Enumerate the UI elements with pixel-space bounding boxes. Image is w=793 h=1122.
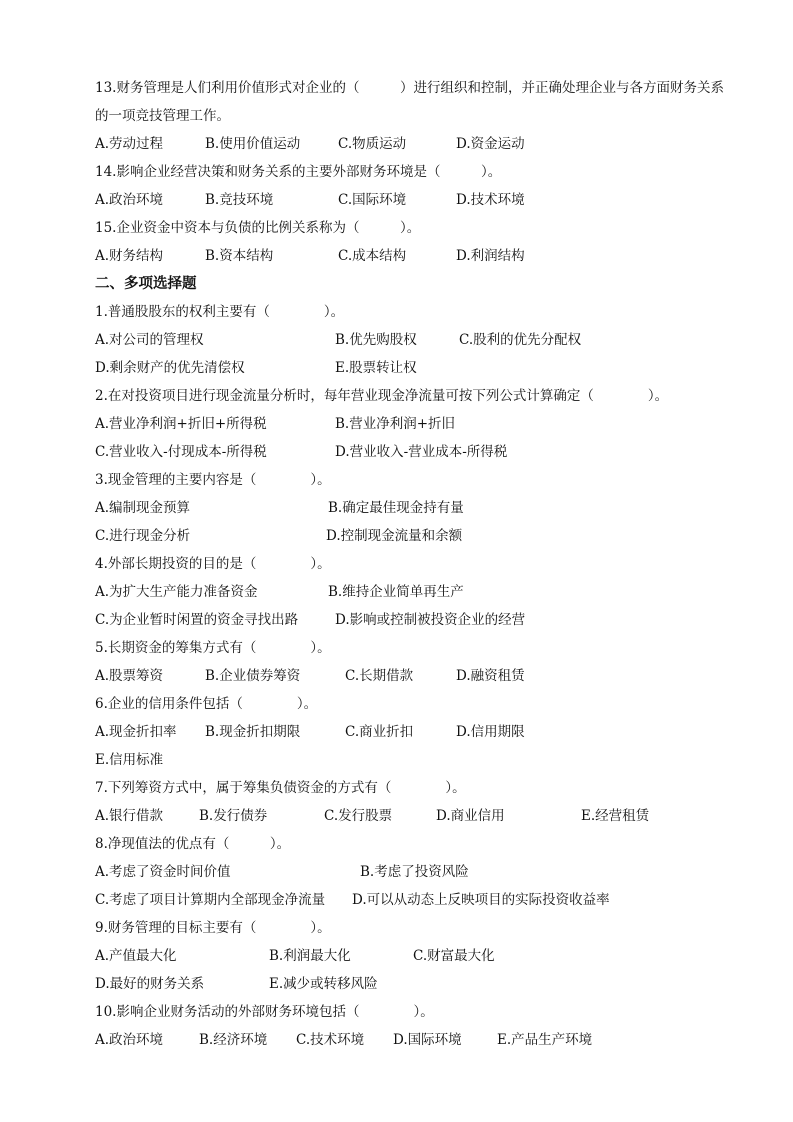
question-13-stem-line-2: 的一项竞技管理工作。	[95, 108, 230, 124]
option-a: A.股票筹资	[95, 668, 164, 684]
option-c: C.股利的优先分配权	[459, 332, 582, 348]
option-d: D.营业收入-营业成本-所得税	[335, 444, 508, 460]
option-a: A.银行借款	[95, 808, 164, 824]
multi-question-8-stem: 8.净现值法的优点有（ ）。	[95, 836, 291, 852]
option-c: C.营业收入-付现成本-所得税	[95, 444, 267, 460]
multi-question-1-options-row-2	[95, 354, 745, 382]
multi-question-10-stem: 10.影响企业财务活动的外部财务环境包括（ ）。	[95, 1004, 434, 1020]
option-b: B.经济环境	[199, 1032, 268, 1048]
document-page	[95, 74, 745, 1054]
multi-question-10-options	[95, 1026, 745, 1054]
multi-question-9-stem: 9.财务管理的目标主要有（ ）。	[95, 920, 331, 936]
option-c: C.财富最大化	[413, 948, 495, 964]
option-b: B.现金折扣期限	[205, 724, 301, 740]
multi-question-2-options-row-1	[95, 410, 745, 438]
option-a: A.政治环境	[95, 192, 164, 208]
option-c: C.国际环境	[338, 192, 407, 208]
option-a: A.对公司的管理权	[95, 332, 204, 348]
multi-question-3-options-row-2	[95, 522, 745, 550]
option-b: B.确定最佳现金持有量	[328, 500, 464, 516]
option-a: A.产值最大化	[95, 948, 177, 964]
option-c: C.为企业暂时闲置的资金寻找出路	[95, 612, 299, 628]
option-d: D.融资租赁	[456, 668, 525, 684]
option-d: D.最好的财务关系	[95, 976, 205, 992]
multi-question-4-options-row-1	[95, 578, 745, 606]
multi-question-8-options-row-1	[95, 858, 745, 886]
option-c: C.发行股票	[324, 808, 393, 824]
multi-question-6-options-row-2	[95, 746, 745, 774]
multi-question-5-stem: 5.长期资金的筹集方式有（ ）。	[95, 640, 331, 656]
option-d: D.资金运动	[456, 136, 525, 152]
multi-question-5-options	[95, 662, 745, 690]
multi-question-4-stem: 4.外部长期投资的目的是（ ）。	[95, 556, 331, 572]
multi-question-7-stem: 7.下列筹资方式中，属于筹集负债资金的方式有（ ）。	[95, 780, 466, 796]
option-b: B.资本结构	[205, 248, 274, 264]
question-15-options	[95, 242, 745, 270]
option-a: A.现金折扣率	[95, 724, 177, 740]
option-d: D.可以从动态上反映项目的实际投资收益率	[352, 892, 610, 908]
multi-question-6-options-row-1	[95, 718, 745, 746]
option-c: C.商业折扣	[345, 724, 414, 740]
option-b: B.发行债券	[199, 808, 268, 824]
option-e: E.经营租赁	[581, 808, 650, 824]
question-14-options	[95, 186, 745, 214]
option-b: B.营业净利润+折旧	[335, 416, 456, 432]
option-a: A.劳动过程	[95, 136, 164, 152]
option-a: A.为扩大生产能力准备资金	[95, 584, 258, 600]
question-13-options	[95, 130, 745, 158]
option-b: B.优先购股权	[335, 332, 417, 348]
option-a: A.编制现金预算	[95, 500, 191, 516]
option-b: B.竞技环境	[205, 192, 274, 208]
option-e: E.股票转让权	[335, 360, 417, 376]
option-d: D.剩余财产的优先清偿权	[95, 360, 245, 376]
option-d: D.影响或控制被投资企业的经营	[335, 612, 526, 628]
option-d: D.技术环境	[456, 192, 525, 208]
multi-question-1-options-row-1	[95, 326, 745, 354]
option-c: C.成本结构	[338, 248, 407, 264]
question-13-stem-line-1: 13.财务管理是人们利用价值形式对企业的（ ）进行组织和控制，并正确处理企业与各方面财务关系	[95, 80, 724, 96]
option-c: C.进行现金分析	[95, 528, 191, 544]
question-14-stem: 14.影响企业经营决策和财务关系的主要外部财务环境是（ ）。	[95, 164, 502, 180]
multi-question-3-stem: 3.现金管理的主要内容是（ ）。	[95, 472, 331, 488]
question-15-stem: 15.企业资金中资本与负债的比例关系称为（ ）。	[95, 220, 421, 236]
option-d: D.商业信用	[436, 808, 505, 824]
option-d: D.控制现金流量和余额	[326, 528, 463, 544]
multi-question-2-options-row-2	[95, 438, 745, 466]
option-d: D.利润结构	[456, 248, 525, 264]
multi-question-9-options-row-1	[95, 942, 745, 970]
option-c: C.物质运动	[338, 136, 407, 152]
option-e: E.减少或转移风险	[269, 976, 378, 992]
option-b: B.使用价值运动	[205, 136, 301, 152]
option-b: B.维持企业简单再生产	[328, 584, 464, 600]
multi-question-9-options-row-2	[95, 970, 745, 998]
section-heading: 二、多项选择题	[95, 276, 197, 292]
multi-question-4-options-row-2	[95, 606, 745, 634]
option-b: B.利润最大化	[269, 948, 351, 964]
multi-question-2-stem: 2.在对投资项目进行现金流量分析时，每年营业现金净流量可按下列公式计算确定（ ）。	[95, 388, 669, 404]
multi-question-3-options-row-1	[95, 494, 745, 522]
option-c: C.技术环境	[296, 1032, 365, 1048]
option-b: B.考虑了投资风险	[360, 864, 469, 880]
option-a: A.政治环境	[95, 1032, 164, 1048]
option-a: A.财务结构	[95, 248, 164, 264]
option-e: E.信用标准	[95, 752, 164, 768]
option-d: D.国际环境	[393, 1032, 462, 1048]
multi-question-7-options	[95, 802, 745, 830]
option-e: E.产品生产环境	[497, 1032, 593, 1048]
option-a: A.营业净利润+折旧+所得税	[95, 416, 267, 432]
option-c: C.长期借款	[345, 668, 414, 684]
option-a: A.考虑了资金时间价值	[95, 864, 231, 880]
multi-question-1-stem: 1.普通股股东的权利主要有（ ）。	[95, 304, 345, 320]
option-d: D.信用期限	[456, 724, 525, 740]
multi-question-6-stem: 6.企业的信用条件包括（ ）。	[95, 696, 318, 712]
option-c: C.考虑了项目计算期内全部现金净流量	[95, 892, 326, 908]
option-b: B.企业债券筹资	[205, 668, 301, 684]
multi-question-8-options-row-2	[95, 886, 745, 914]
